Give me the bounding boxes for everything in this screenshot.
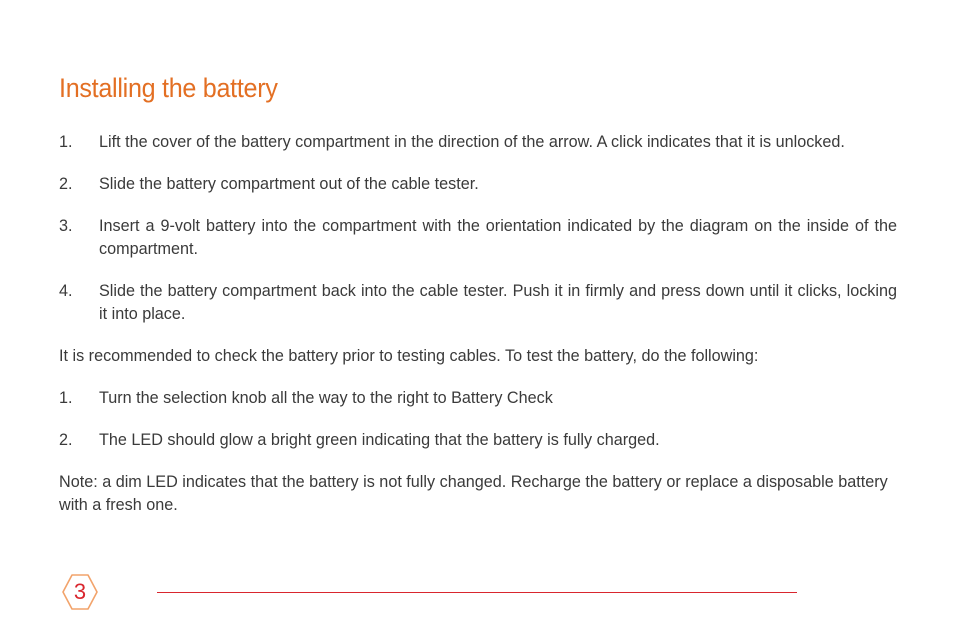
- list-number: 3.: [59, 217, 73, 235]
- instructions-body: [59, 131, 897, 536]
- list-text: Slide the battery compartment back into the cable tester. Push it in firmly and press down until it clicks, locking it into place.: [99, 282, 897, 323]
- list-text: Lift the cover of the battery compartment in the direction of the arrow. A click indicates that it is unlocked.: [99, 133, 845, 151]
- list-number: 2.: [59, 175, 73, 193]
- list-item: [59, 215, 897, 261]
- note-paragraph: Note: a dim LED indicates that the battery is not fully changed. Recharge the battery or replace a disposable battery with a fresh one.: [59, 473, 888, 514]
- page-number: 3: [73, 579, 87, 604]
- list-item: [59, 131, 897, 154]
- list-item: [59, 280, 897, 326]
- page-title: Installing the battery: [59, 73, 278, 103]
- list-number: 1.: [59, 133, 73, 151]
- list-item: [59, 173, 897, 196]
- footer-divider: [157, 592, 797, 593]
- page-number-badge: [61, 573, 99, 611]
- list-text: Insert a 9-volt battery into the compartment with the orientation indicated by the diagram on the inside of the compartment.: [99, 217, 897, 258]
- list-item: [59, 429, 897, 452]
- list-text: Turn the selection knob all the way to the right to Battery Check: [99, 389, 553, 407]
- list-text: The LED should glow a bright green indicating that the battery is fully charged.: [99, 431, 660, 449]
- list-item: [59, 387, 897, 410]
- battery-check-intro: It is recommended to check the battery prior to testing cables. To test the battery, do the following:: [59, 347, 759, 365]
- list-number: 4.: [59, 282, 73, 300]
- list-number: 1.: [59, 389, 73, 407]
- list-number: 2.: [59, 431, 73, 449]
- list-text: Slide the battery compartment out of the cable tester.: [99, 175, 479, 193]
